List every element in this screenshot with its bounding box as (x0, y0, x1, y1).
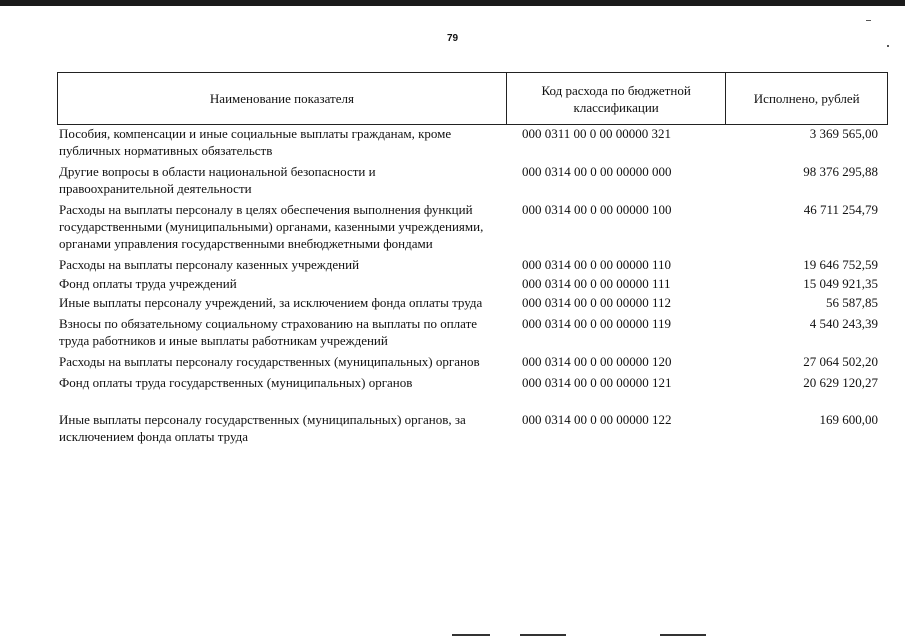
row-budget-code: 000 0314 00 0 00 00000 110 (522, 257, 672, 272)
row-executed-amount: 3 369 565,00 (809, 126, 878, 141)
row-indicator-name: Иные выплаты персоналу государственных (муниципальных) органов, за исключением фонда оплаты труда (59, 412, 466, 444)
row-budget-code: 000 0311 00 0 00 00000 321 (522, 126, 672, 141)
scan-bottom-mark (452, 634, 490, 636)
row-indicator-name: Фонд оплаты труда государственных (муниципальных) органов (59, 375, 413, 390)
row-indicator-name: Фонд оплаты труда учреждений (59, 276, 237, 291)
table-row (57, 125, 888, 159)
scan-speck (887, 45, 889, 47)
table-row (57, 256, 888, 273)
row-budget-code: 000 0314 00 0 00 00000 100 (522, 202, 672, 217)
table-row (57, 201, 888, 252)
row-executed-amount: 46 711 254,79 (803, 202, 878, 217)
scan-top-edge (0, 0, 905, 6)
table-row (57, 315, 888, 349)
row-executed-amount: 27 064 502,20 (803, 354, 878, 369)
row-indicator-name: Иные выплаты персоналу учреждений, за исключением фонда оплаты труда (59, 295, 483, 310)
scan-bottom-mark (520, 634, 566, 636)
row-budget-code: 000 0314 00 0 00 00000 122 (522, 412, 672, 427)
table-row (57, 294, 888, 311)
row-indicator-name: Взносы по обязательному социальному страхованию на выплаты по оплате труда работников и иные выплаты работникам учреждений (59, 316, 478, 348)
row-budget-code: 000 0314 00 0 00 00000 121 (522, 375, 672, 390)
table-row (57, 275, 888, 292)
row-executed-amount: 56 587,85 (826, 295, 878, 310)
row-indicator-name: Другие вопросы в области национальной безопасности и правоохранительной деятельности (59, 164, 376, 196)
header-executed-amount: Исполнено, рублей (725, 73, 887, 124)
page-number: 79 (446, 33, 459, 44)
table-header (57, 72, 888, 125)
row-executed-amount: 169 600,00 (819, 412, 878, 427)
row-budget-code: 000 0314 00 0 00 00000 119 (522, 316, 672, 331)
row-executed-amount: 19 646 752,59 (803, 257, 878, 272)
table-row (57, 374, 888, 391)
table-row (57, 411, 888, 445)
table-row (57, 163, 888, 197)
row-indicator-name: Расходы на выплаты персоналу государственных (муниципальных) органов (59, 354, 480, 369)
row-executed-amount: 98 376 295,88 (803, 164, 878, 179)
row-executed-amount: 15 049 921,35 (803, 276, 878, 291)
row-budget-code: 000 0314 00 0 00 00000 120 (522, 354, 672, 369)
header-indicator-name: Наименование показателя (209, 91, 354, 106)
row-budget-code: 000 0314 00 0 00 00000 111 (522, 276, 671, 291)
row-executed-amount: 4 540 243,39 (809, 316, 878, 331)
row-budget-code: 000 0314 00 0 00 00000 000 (522, 164, 672, 179)
row-executed-amount: 20 629 120,27 (803, 375, 878, 390)
header-budget-code: Код расхода по бюджетной классификации (506, 73, 725, 124)
row-indicator-name: Расходы на выплаты персоналу в целях обеспечения выполнения функций государственными (муниципальными) органами, казенными учреждениями, органами управления государственными внебюджетными фондами (59, 202, 484, 251)
table-body (57, 125, 888, 445)
row-budget-code: 000 0314 00 0 00 00000 112 (522, 295, 672, 310)
row-indicator-name: Расходы на выплаты персоналу казенных учреждений (59, 257, 360, 272)
scan-bottom-mark (660, 634, 706, 636)
row-indicator-name: Пособия, компенсации и иные социальные выплаты гражданам, кроме публичных нормативных обязательств (59, 126, 452, 158)
expense-table (57, 72, 888, 449)
table-row (57, 353, 888, 370)
scan-speck (866, 20, 871, 21)
